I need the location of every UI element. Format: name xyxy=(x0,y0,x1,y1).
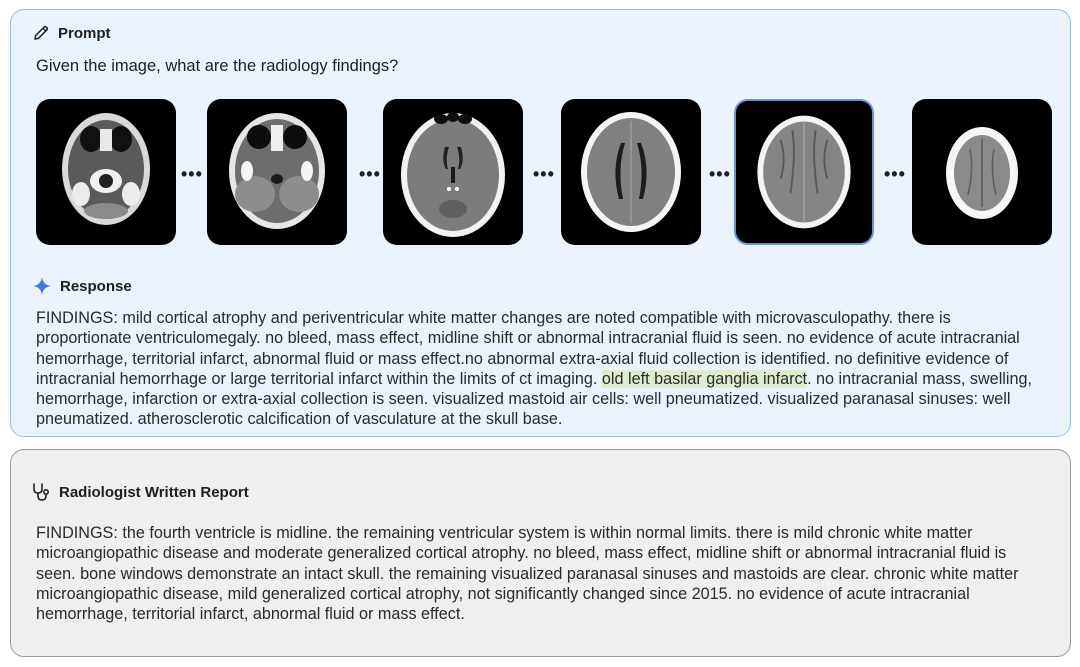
response-text-continued: . no intracranial mass, swelling, hemorrhage, infarction or extra-axial collection is seen. visualized mastoid air cells: well pneumatized. visualized paranasal sinuses: well pneumatized. atherosclerotic calcification of vasculature at the skull base. xyxy=(36,369,1032,429)
ct-scan-lateral-ventricles xyxy=(561,99,701,245)
slice-separator: ••• xyxy=(884,164,906,184)
ct-scan-skull-base xyxy=(36,99,176,245)
report-header xyxy=(31,482,249,502)
response-findings xyxy=(36,308,1048,430)
report-findings: FINDINGS: the fourth ventricle is midline. the remaining ventricular system is within normal limits. there is mild chronic white matter microangiopathic disease and moderate generalized cortical atrophy. no bleed, mass effect, midline shift or abnormal intracranial fluid is seen. bone windows demonstrate an intact skull. the remaining visualized paranasal sinuses and mastoids are clear. chronic white matter microangiopathic disease, mild generalized cortical atrophy, not significantly changed since 2015. no evidence of acute intracranial hemorrhage, territorial infarct, abnormal fluid or mass effect. xyxy=(36,524,1019,624)
ct-scan-centrum-semiovale xyxy=(734,99,874,245)
response-header xyxy=(32,276,132,296)
prompt-header-label: Prompt xyxy=(58,24,111,42)
report-header-label: Radiologist Written Report xyxy=(59,483,249,501)
slice-separator: ••• xyxy=(181,164,203,184)
pencil-icon xyxy=(32,24,50,42)
ct-scan-third-ventricle xyxy=(383,99,523,245)
prompt-question: Given the image, what are the radiology findings? xyxy=(36,57,399,75)
ct-scan-posterior-fossa xyxy=(207,99,347,245)
radiologist-report-panel xyxy=(10,449,1071,657)
prompt-response-panel xyxy=(10,9,1071,437)
slice-separator: ••• xyxy=(359,164,381,184)
slice-separator: ••• xyxy=(533,164,555,184)
prompt-header xyxy=(32,24,111,42)
sparkle-icon xyxy=(32,276,52,296)
stethoscope-icon xyxy=(31,482,51,502)
ct-scan-vertex xyxy=(912,99,1052,245)
highlighted-finding: old left basilar ganglia infarct xyxy=(601,369,808,388)
slice-separator: ••• xyxy=(709,164,731,184)
response-text: FINDINGS: mild cortical atrophy and periventricular white matter changes are noted compatible with microvasculopathy. there is proportionate ventriculomegaly. no bleed, mass effect, midline shift or abnormal intracranial fluid is seen. no evidence of acute intracranial hemorrhage, territorial infarct, abnormal fluid or mass effect.no abnormal extra-axial fluid collection is identified. no definitive evidence of intracranial hemorrhage or large territorial infarct within the limits of ct imaging. xyxy=(36,309,1020,388)
response-header-label: Response xyxy=(60,277,132,295)
